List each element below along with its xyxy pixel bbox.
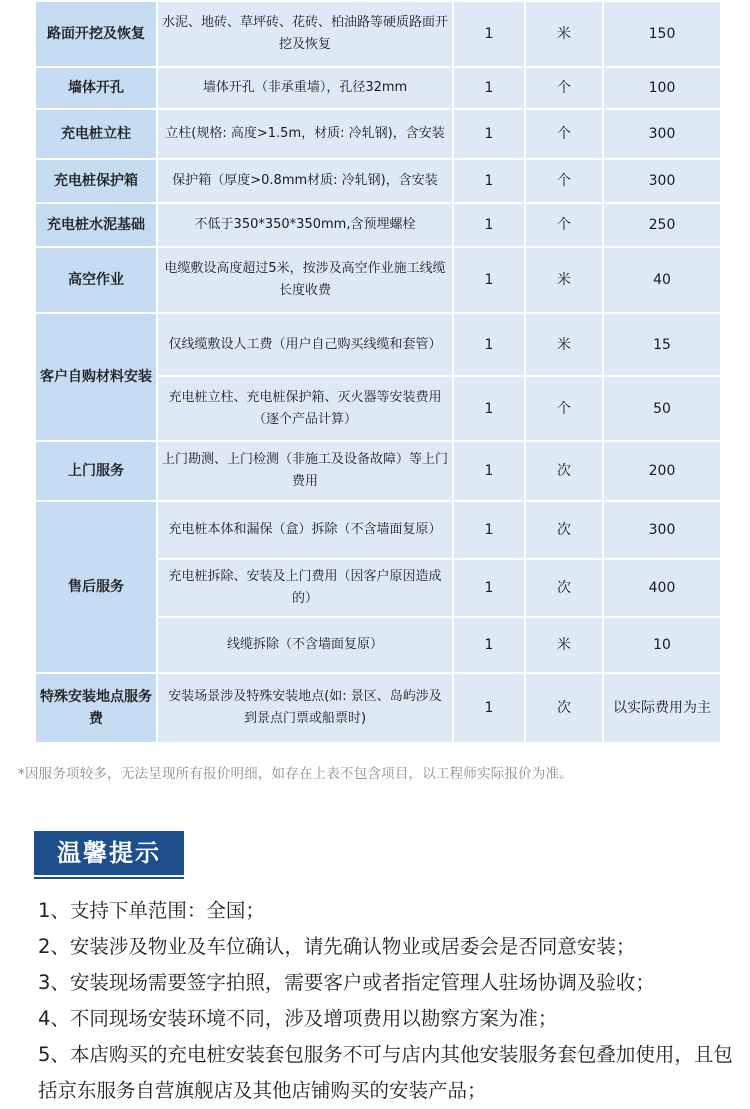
table-row [36,442,720,500]
unit-cell: 米 [526,248,602,312]
price-cell: 15 [604,314,720,375]
description-cell: 线缆拆除（不含墙面复原） [158,618,452,672]
description-cell: 墙体开孔（非承重墙），孔径32mm [158,68,452,108]
description-cell: 电缆敷设高度超过5米，按涉及高空作业施工线缆长度收费 [158,248,452,312]
tips-title: 温馨提示 [34,831,184,875]
category-cell: 墙体开孔 [36,68,156,108]
price-cell: 200 [604,442,720,500]
description-cell: 水泥、地砖、草坪砖、花砖、柏油路等硬质路面开挖及恢复 [158,2,452,66]
tip-item-2: 2、安装涉及物业及车位确认，请先确认物业或居委会是否同意安装； [38,935,636,958]
price-note: *因服务项较多，无法呈现所有报价明细，如存在上表不包含项目，以工程师实际报价为准。 [18,766,573,782]
price-cell: 250 [604,204,720,246]
qty-cell: 1 [454,618,524,672]
table-row [36,248,720,312]
unit-cell: 次 [526,442,602,500]
qty-cell: 1 [454,502,524,558]
category-cell: 路面开挖及恢复 [36,2,156,66]
description-cell: 充电桩拆除、安装及上门费用（因客户原因造成的） [158,560,452,616]
qty-cell: 1 [454,248,524,312]
qty-cell: 1 [454,110,524,158]
category-cell: 特殊安装地点服务费 [36,674,156,742]
qty-cell: 1 [454,68,524,108]
unit-cell: 个 [526,110,602,158]
description-cell: 立柱(规格: 高度>1.5m，材质: 冷轧钢)，含安装 [158,110,452,158]
category-cell: 充电桩保护箱 [36,160,156,202]
qty-cell: 1 [454,160,524,202]
price-cell: 300 [604,160,720,202]
price-cell: 40 [604,248,720,312]
unit-cell: 米 [526,314,602,375]
table-row [36,2,720,66]
description-cell: 仅线缆敷设人工费（用户自己购买线缆和套管） [158,314,452,375]
qty-cell: 1 [454,442,524,500]
unit-cell: 个 [526,377,602,440]
table-row [36,204,720,246]
table-row [36,502,720,558]
qty-cell: 1 [454,314,524,375]
unit-cell: 次 [526,560,602,616]
price-cell: 300 [604,110,720,158]
unit-cell: 次 [526,502,602,558]
category-cell: 充电桩立柱 [36,110,156,158]
table-row [36,674,720,742]
tip-item-4: 4、不同现场安装环境不同，涉及增项费用以勘察方案为准； [38,1007,558,1030]
price-table [34,0,722,744]
table-row [36,160,720,202]
tip-item-1: 1、支持下单范围：全国； [38,899,265,922]
price-cell: 10 [604,618,720,672]
category-cell: 售后服务 [36,502,156,672]
category-cell: 高空作业 [36,248,156,312]
unit-cell: 米 [526,618,602,672]
qty-cell: 1 [454,560,524,616]
price-cell: 150 [604,2,720,66]
price-cell: 50 [604,377,720,440]
tip-item-3: 3、安装现场需要签字拍照，需要客户或者指定管理人驻场协调及验收； [38,971,655,994]
price-cell: 400 [604,560,720,616]
tips-list [38,893,738,1109]
category-cell: 客户自购材料安装 [36,314,156,440]
price-cell: 300 [604,502,720,558]
description-cell: 安装场景涉及特殊安装地点(如: 景区、岛屿涉及到景点门票或船票时) [158,674,452,742]
qty-cell: 1 [454,674,524,742]
description-cell: 上门勘测、上门检测（非施工及设备故障）等上门费用 [158,442,452,500]
description-cell: 保护箱（厚度>0.8mm材质: 冷轧钢)，含安装 [158,160,452,202]
unit-cell: 个 [526,68,602,108]
unit-cell: 个 [526,160,602,202]
price-cell: 100 [604,68,720,108]
unit-cell: 个 [526,204,602,246]
qty-cell: 1 [454,204,524,246]
qty-cell: 1 [454,2,524,66]
category-cell: 充电桩水泥基础 [36,204,156,246]
description-cell: 不低于350*350*350mm,含预埋螺栓 [158,204,452,246]
description-cell: 充电桩立柱、充电桩保护箱、灭火器等安装费用（逐个产品计算） [158,377,452,440]
price-cell: 以实际费用为主 [604,674,720,742]
description-cell: 充电桩本体和漏保（盒）拆除（不含墙面复原） [158,502,452,558]
table-row [36,314,720,375]
unit-cell: 米 [526,2,602,66]
tip-item-5: 5、本店购买的充电桩安装套包服务不可与店内其他安装服务套包叠加使用，且包括京东服务自营旗舰店及其他店铺购买的安装产品； [38,1043,733,1102]
qty-cell: 1 [454,377,524,440]
unit-cell: 次 [526,674,602,742]
table-row [36,110,720,158]
category-cell: 上门服务 [36,442,156,500]
table-row [36,68,720,108]
